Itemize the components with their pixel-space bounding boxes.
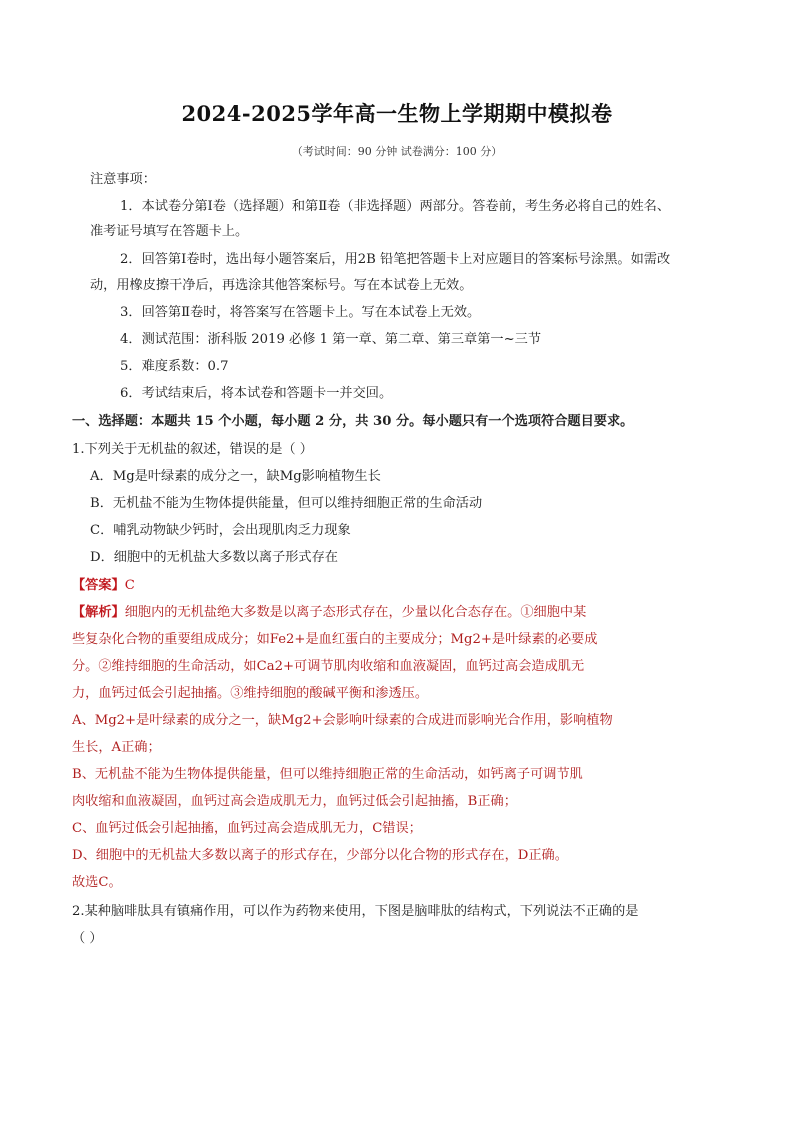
exam-info: （考试时间：90 分钟 试卷满分：100 分） bbox=[291, 145, 503, 158]
q1-analysis-line-11: 故选C。 bbox=[72, 875, 122, 890]
q1-analysis-line-9: C、血钙过低会引起抽搐，血钙过高会造成肌无力，C错误； bbox=[72, 821, 422, 836]
notice-item-2-cont: 动，用橡皮擦干净后，再选涂其他答案标号。写在本试卷上无效。 bbox=[90, 278, 473, 293]
notice-item-5: 5．难度系数：0.7 bbox=[120, 359, 229, 374]
analysis-text: 细胞内的无机盐绝大多数是以离子态形式存在，少量以化合态存在。①细胞中某 bbox=[124, 605, 587, 620]
q1-analysis-line-2: 些复杂化合物的重要组成成分；如Fe2+是血红蛋白的主要成分；Mg2+是叶绿素的必要成 bbox=[72, 632, 598, 647]
q1-option-a: A．Mg是叶绿素的成分之一，缺Mg影响植物生长 bbox=[90, 469, 381, 484]
notice-item-3: 3．回答第Ⅱ卷时，将答案写在答题卡上。写在本试卷上无效。 bbox=[120, 305, 481, 320]
notice-heading: 注意事项： bbox=[90, 172, 156, 187]
q1-analysis-line-7: B、无机盐不能为生物体提供能量，但可以维持细胞正常的生命活动，如钙离子可调节肌 bbox=[72, 767, 583, 782]
notice-item-1: 1．本试卷分第Ⅰ卷（选择题）和第Ⅱ卷（非选择题）两部分。答卷前，考生务必将自己的姓名、 bbox=[120, 199, 671, 214]
q1-analysis-line-5: A、Mg2+是叶绿素的成分之一，缺Mg2+会影响叶绿素的合成进而影响光合作用，影响植物 bbox=[72, 713, 613, 728]
q1-analysis-line-3: 分。②维持细胞的生命活动，如Ca2+可调节肌肉收缩和血液凝固，血钙过高会造成肌无 bbox=[72, 659, 585, 674]
q1-analysis-line-10: D、细胞中的无机盐大多数以离子的形式存在，少部分以化合物的形式存在，D正确。 bbox=[72, 848, 568, 863]
answer-tag: 【答案】 bbox=[72, 578, 125, 593]
q1-option-c: C．哺乳动物缺少钙时，会出现肌肉乏力现象 bbox=[90, 523, 351, 538]
q1-analysis-line-1 bbox=[72, 604, 586, 622]
page-title: 2024-2025学年高一生物上学期期中模拟卷 bbox=[181, 101, 613, 126]
q1-option-b: B．无机盐不能为生物体提供能量，但可以维持细胞正常的生命活动 bbox=[90, 496, 483, 511]
q2-stem-blank: （ ） bbox=[72, 931, 103, 946]
q1-analysis-line-8: 肉收缩和血液凝固，血钙过高会造成肌无力，血钙过低会引起抽搐，B正确； bbox=[72, 794, 517, 809]
notice-item-6: 6．考试结束后，将本试卷和答题卡一并交回。 bbox=[120, 386, 393, 401]
notice-item-4: 4．测试范围：浙科版 2019 必修 1 第一章、第二章、第三章第一~三节 bbox=[120, 332, 542, 347]
q2-stem: 2.某种脑啡肽具有镇痛作用，可以作为药物来使用，下图是脑啡肽的结构式，下列说法不正确的是 bbox=[72, 904, 639, 919]
analysis-tag: 【解析】 bbox=[72, 605, 125, 620]
q1-option-d: D．细胞中的无机盐大多数以离子形式存在 bbox=[90, 550, 338, 565]
notice-item-1-cont: 准考证号填写在答题卡上。 bbox=[90, 224, 249, 239]
section-heading: 一、选择题：本题共 15 个小题，每小题 2 分，共 30 分。每小题只有一个选项符合题目要求。 bbox=[72, 414, 634, 429]
q1-answer bbox=[72, 577, 135, 595]
q1-analysis-line-4: 力，血钙过低会引起抽搐。③维持细胞的酸碱平衡和渗透压。 bbox=[72, 686, 429, 701]
q1-stem: 1.下列关于无机盐的叙述，错误的是（ ） bbox=[72, 442, 313, 457]
answer-value: C bbox=[124, 578, 135, 593]
notice-item-2: 2．回答第Ⅰ卷时，选出每小题答案后，用2B 铅笔把答题卡上对应题目的答案标号涂黑。如需改 bbox=[120, 252, 671, 267]
q1-analysis-line-6: 生长，A正确； bbox=[72, 740, 161, 755]
